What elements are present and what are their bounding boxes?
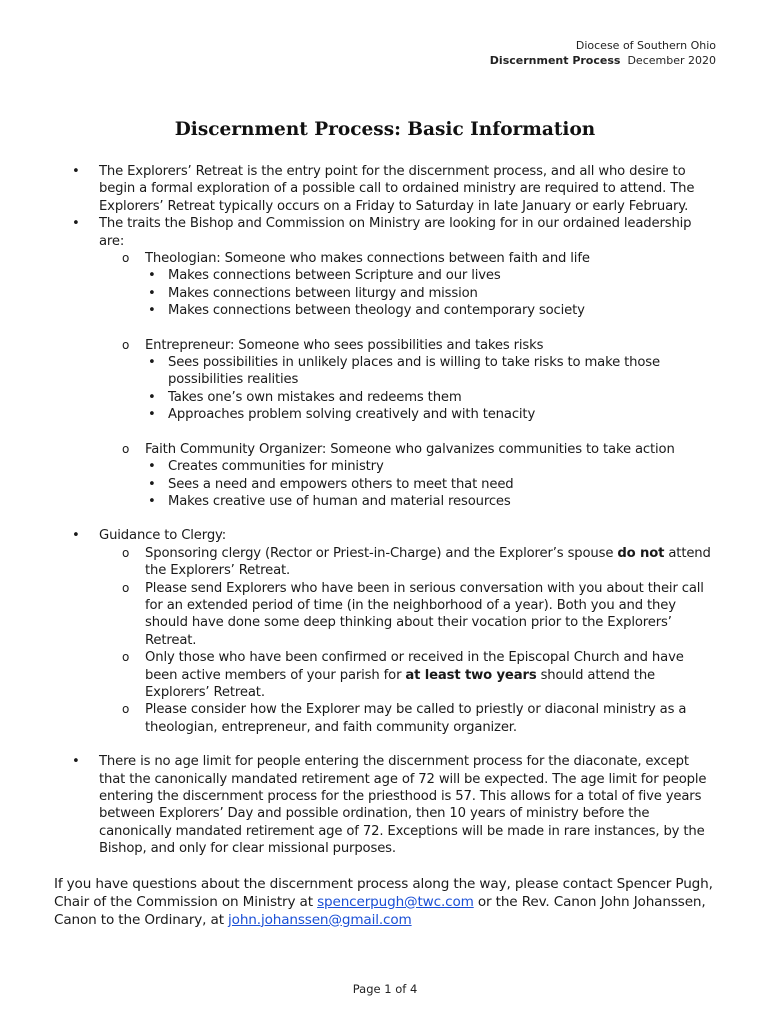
- page-title: Discernment Process: Basic Information: [174, 119, 596, 140]
- page-number: Page 1 of 4: [352, 982, 418, 996]
- theologian-items: [145, 267, 718, 319]
- list-item: • Makes creative use of human and material resources: [145, 493, 718, 510]
- bullet-explorers-retreat: • The Explorers’ Retreat is the entry point for the discernment process, and all who desire to begin a formal exploration of a possible call to ordained ministry are required to attend. The Explorers’ Retreat typically occurs on a Friday to Saturday in late January or early February.: [54, 163, 718, 215]
- bullet-age-limit: • There is no age limit for people entering the discernment process for the diaconate, except that the canonically mandated retirement age of 72 will be expected. The age limit for people entering the discernment process for the priesthood is 57. This allows for a total of five years between Explorers’ Day and possible ordination, then 10 years of ministry before the canonically mandated retirement age of 72. Exceptions will be made in rare instances, by the Bishop, and only for clear missional purposes.: [54, 753, 718, 857]
- text-segment: attend the Explorers’ Retreat.: [145, 545, 711, 579]
- email-link-spencer[interactable]: spencerpugh@twc.com: [317, 893, 474, 910]
- guidance-item-calling: o Please consider how the Explorer may be called to priestly or diaconal ministry as a theologian, entrepreneur, and faith community organizer.: [99, 701, 718, 736]
- header-doc: Discernment Process: [489, 54, 621, 67]
- emphasis: do not: [617, 545, 665, 561]
- header-org: Diocese of Southern Ohio: [575, 39, 716, 52]
- text-segment: or the Rev. Canon John Johanssen, Canon to the Ordinary, at: [54, 893, 706, 928]
- text-segment: should attend the Explorers’ Retreat.: [145, 667, 656, 700]
- text-segment: If you have questions about the discernment process along the way, please contact Spencer Pugh, Chair of the Commission on Ministry at: [54, 875, 713, 910]
- closing-paragraph: [54, 875, 718, 929]
- trait-label: Faith Community Organizer: Someone who galvanizes communities to take action: [145, 441, 675, 457]
- list-item: • Takes one’s own mistakes and redeems them: [145, 389, 718, 406]
- trait-organizer: [99, 441, 718, 511]
- header-doc-line: [490, 53, 716, 68]
- list-item: • Creates communities for ministry: [145, 458, 718, 475]
- document-body: [54, 163, 718, 929]
- page-header: [490, 38, 716, 68]
- guidance-intro: Guidance to Clergy:: [99, 528, 227, 544]
- organizer-items: [145, 458, 718, 510]
- guidance-list: [99, 545, 718, 736]
- list-item: • Sees a need and empowers others to meet that need: [145, 476, 718, 493]
- header-date: December 2020: [627, 54, 716, 67]
- list-item: • Sees possibilities in unlikely places and is willing to take risks to make those possibilities realities: [145, 354, 718, 389]
- email-link-john[interactable]: john.johanssen@gmail.com: [228, 911, 412, 928]
- list-item: • Makes connections between liturgy and mission: [145, 285, 718, 302]
- bullet-traits: [54, 215, 718, 510]
- list-item: • Makes connections between Scripture and our lives: [145, 267, 718, 284]
- bullet-guidance: [54, 527, 718, 736]
- text-segment: Only those who have been confirmed or received in the Episcopal Church and have been active members of your parish for: [145, 650, 684, 683]
- emphasis: at least two years: [405, 667, 537, 683]
- traits-intro: The traits the Bishop and Commission on Ministry are looking for in our ordained leadership are:: [99, 216, 692, 249]
- trait-label: Theologian: Someone who makes connections between faith and life: [145, 251, 590, 267]
- text-segment: Sponsoring clergy (Rector or Priest-in-Charge) and the Explorer’s spouse: [145, 545, 618, 561]
- guidance-item-membership: [99, 649, 718, 701]
- list-item: • Makes connections between theology and contemporary society: [145, 302, 718, 319]
- trait-theologian: [99, 250, 718, 320]
- list-item: • Approaches problem solving creatively and with tenacity: [145, 406, 718, 423]
- entrepreneur-items: [145, 354, 718, 424]
- traits-list: [99, 250, 718, 510]
- trait-label: Entrepreneur: Someone who sees possibilities and takes risks: [145, 337, 544, 353]
- trait-entrepreneur: [99, 337, 718, 424]
- guidance-item-conversation: o Please send Explorers who have been in serious conversation with you about their call for an extended period of time (in the neighborhood of a year). Both you and they should have done some deep thinking about their vocation prior to the Explorers’ Retreat.: [99, 580, 718, 650]
- main-list: [54, 163, 718, 858]
- guidance-item-spouse: [99, 545, 718, 580]
